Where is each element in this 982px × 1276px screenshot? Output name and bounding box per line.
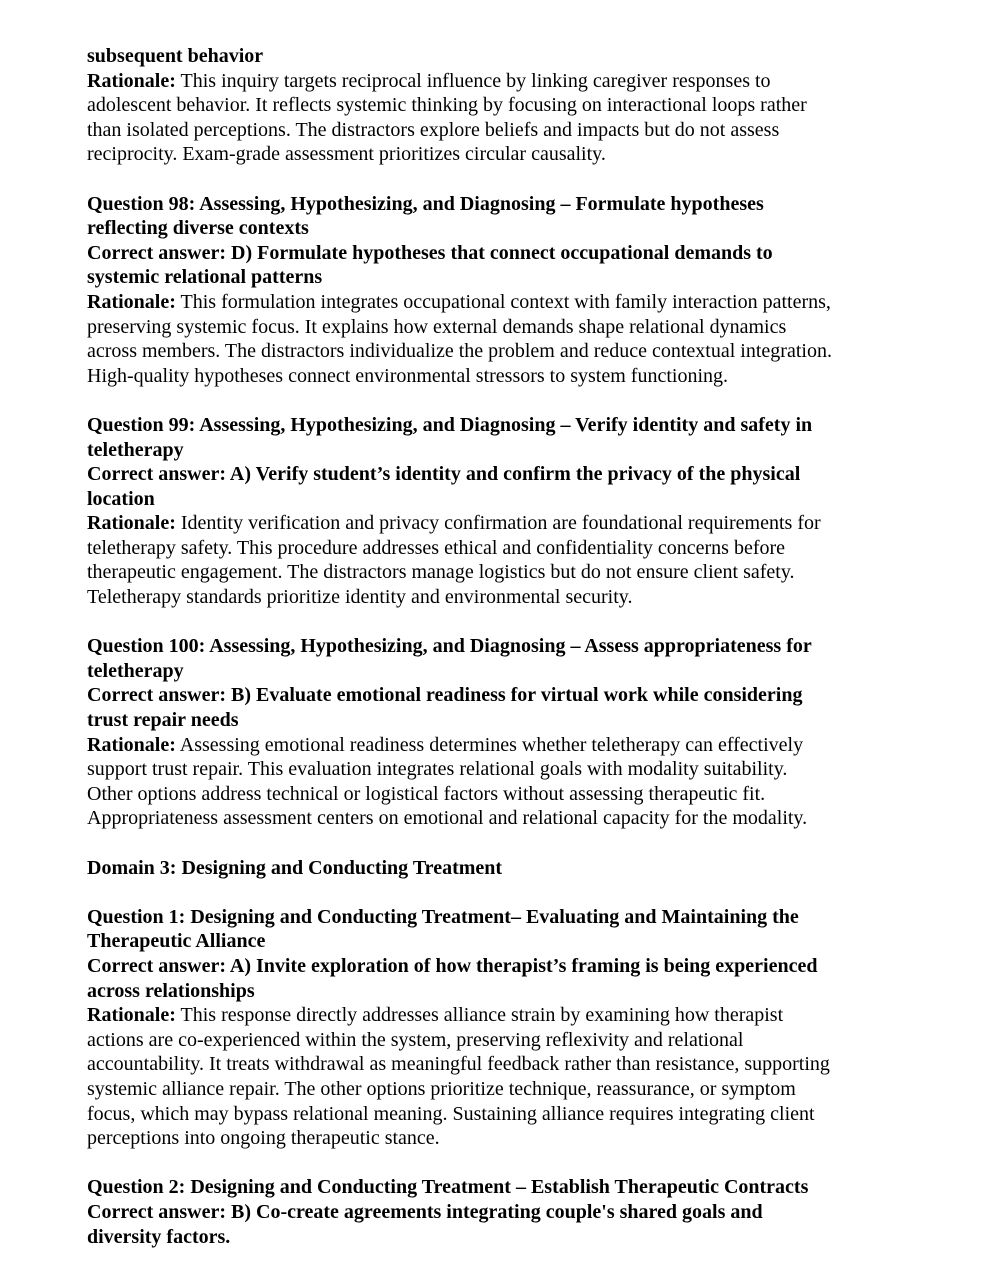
text-block (87, 634, 887, 831)
text-line (87, 1003, 887, 1028)
line-text: support trust repair. This evaluation integrates relational goals with modality suitability. (87, 758, 788, 781)
line-text: actions are co-experienced within the system, preserving reflexivity and relational (87, 1028, 744, 1051)
line-text: Question 1: Designing and Conducting Treatment– Evaluating and Maintaining the (87, 905, 799, 928)
line-text: Teletherapy standards prioritize identity and environmental security. (87, 586, 633, 609)
rationale-label: Rationale: (87, 69, 176, 92)
text-line (87, 1052, 887, 1077)
line-text: Other options address technical or logistical factors without assessing therapeutic fit. (87, 782, 766, 805)
line-text: systemic alliance repair. The other options prioritize technique, reassurance, or symptom (87, 1077, 796, 1100)
text-line (87, 511, 887, 536)
line-text: Correct answer: D) Formulate hypotheses that connect occupational demands to (87, 241, 773, 264)
text-line (87, 1028, 887, 1053)
line-text: Question 2: Designing and Conducting Treatment – Establish Therapeutic Contracts (87, 1176, 809, 1199)
text-line (87, 118, 887, 143)
document-page (87, 44, 887, 1274)
heading-line (87, 1200, 887, 1225)
line-text: Appropriateness assessment centers on emotional and relational capacity for the modality. (87, 807, 808, 830)
heading-line (87, 265, 887, 290)
line-text: therapeutic engagement. The distractors manage logistics but do not ensure client safety. (87, 561, 795, 584)
line-text: Correct answer: B) Evaluate emotional readiness for virtual work while considering (87, 684, 803, 707)
line-text: focus, which may bypass relational meaning. Sustaining alliance requires integrating client (87, 1102, 815, 1125)
line-text: accountability. It treats withdrawal as meaningful feedback rather than resistance, supporting (87, 1053, 830, 1076)
text-block (87, 856, 887, 881)
line-text: systemic relational patterns (87, 266, 323, 289)
heading-line (87, 954, 887, 979)
rationale-label: Rationale: (87, 512, 176, 535)
heading-line (87, 192, 887, 217)
line-text: teletherapy safety. This procedure addresses ethical and confidentiality concerns before (87, 536, 786, 559)
text-line (87, 560, 887, 585)
text-line (87, 315, 887, 340)
line-text: perceptions into ongoing therapeutic stance. (87, 1127, 440, 1150)
text-line (87, 93, 887, 118)
line-text: Therapeutic Alliance (87, 930, 266, 953)
text-block (87, 44, 887, 167)
text-line (87, 536, 887, 561)
heading-line (87, 413, 887, 438)
rationale-label: Rationale: (87, 290, 176, 313)
heading-line (87, 856, 887, 881)
heading-line (87, 905, 887, 930)
text-block (87, 192, 887, 389)
rationale-label: Rationale: (87, 1004, 176, 1027)
text-line (87, 733, 887, 758)
text-line (87, 782, 887, 807)
line-text: subsequent behavior (87, 45, 264, 67)
rationale-label: Rationale: (87, 733, 176, 756)
line-text: Question 99: Assessing, Hypothesizing, and Diagnosing – Verify identity and safety in (87, 413, 813, 436)
text-line (87, 1126, 887, 1151)
line-text: Correct answer: A) Invite exploration of how therapist’s framing is being experienced (87, 954, 818, 977)
text-block (87, 1175, 887, 1249)
heading-line (87, 216, 887, 241)
line-text: trust repair needs (87, 709, 239, 732)
heading-line (87, 241, 887, 266)
heading-line (87, 708, 887, 733)
text-line (87, 585, 887, 610)
line-text: This inquiry targets reciprocal influence by linking caregiver responses to (175, 69, 771, 92)
heading-line (87, 979, 887, 1004)
line-text: Question 98: Assessing, Hypothesizing, and Diagnosing – Formulate hypotheses (87, 192, 764, 215)
line-text: Identity verification and privacy confirmation are foundational requirements for (175, 512, 821, 535)
line-text: This formulation integrates occupational context with family interaction patterns, (175, 290, 831, 313)
text-line (87, 1077, 887, 1102)
heading-line (87, 487, 887, 512)
text-line (87, 69, 887, 94)
line-text: High-quality hypotheses connect environmental stressors to system functioning. (87, 364, 728, 387)
heading-line (87, 1225, 887, 1250)
text-line (87, 339, 887, 364)
line-text: than isolated perceptions. The distractors explore beliefs and impacts but do not assess (87, 118, 780, 141)
heading-line (87, 683, 887, 708)
heading-line (87, 438, 887, 463)
line-text: Correct answer: A) Verify student’s identity and confirm the privacy of the physical (87, 463, 801, 486)
line-text: Domain 3: Designing and Conducting Treatment (87, 856, 503, 879)
line-text: teletherapy (87, 438, 184, 461)
line-text: location (87, 487, 155, 510)
line-text: This response directly addresses alliance strain by examining how therapist (175, 1004, 784, 1027)
line-text: reciprocity. Exam-grade assessment prioritizes circular causality. (87, 143, 606, 166)
text-line (87, 142, 887, 167)
heading-line (87, 462, 887, 487)
line-text: diversity factors. (87, 1225, 231, 1248)
line-text: reflecting diverse contexts (87, 217, 309, 240)
text-line (87, 757, 887, 782)
line-text: Correct answer: B) Co-create agreements integrating couple's shared goals and (87, 1200, 763, 1223)
heading-line (87, 929, 887, 954)
text-line (87, 364, 887, 389)
text-block (87, 905, 887, 1151)
line-text: Assessing emotional readiness determines whether teletherapy can effectively (175, 733, 804, 756)
text-line (87, 1102, 887, 1127)
line-text: across members. The distractors individualize the problem and reduce contextual integration. (87, 340, 832, 363)
heading-line (87, 659, 887, 684)
heading-line (87, 1175, 887, 1200)
line-text: adolescent behavior. It reflects systemic thinking by focusing on interactional loops rather (87, 94, 807, 117)
line-text: Question 100: Assessing, Hypothesizing, and Diagnosing – Assess appropriateness for (87, 635, 812, 658)
text-block (87, 413, 887, 610)
text-line (87, 806, 887, 831)
text-line (87, 290, 887, 315)
heading-line (87, 44, 887, 69)
line-text: across relationships (87, 979, 255, 1002)
line-text: preserving systemic focus. It explains how external demands shape relational dynamics (87, 315, 787, 338)
line-text: teletherapy (87, 659, 184, 682)
heading-line (87, 634, 887, 659)
